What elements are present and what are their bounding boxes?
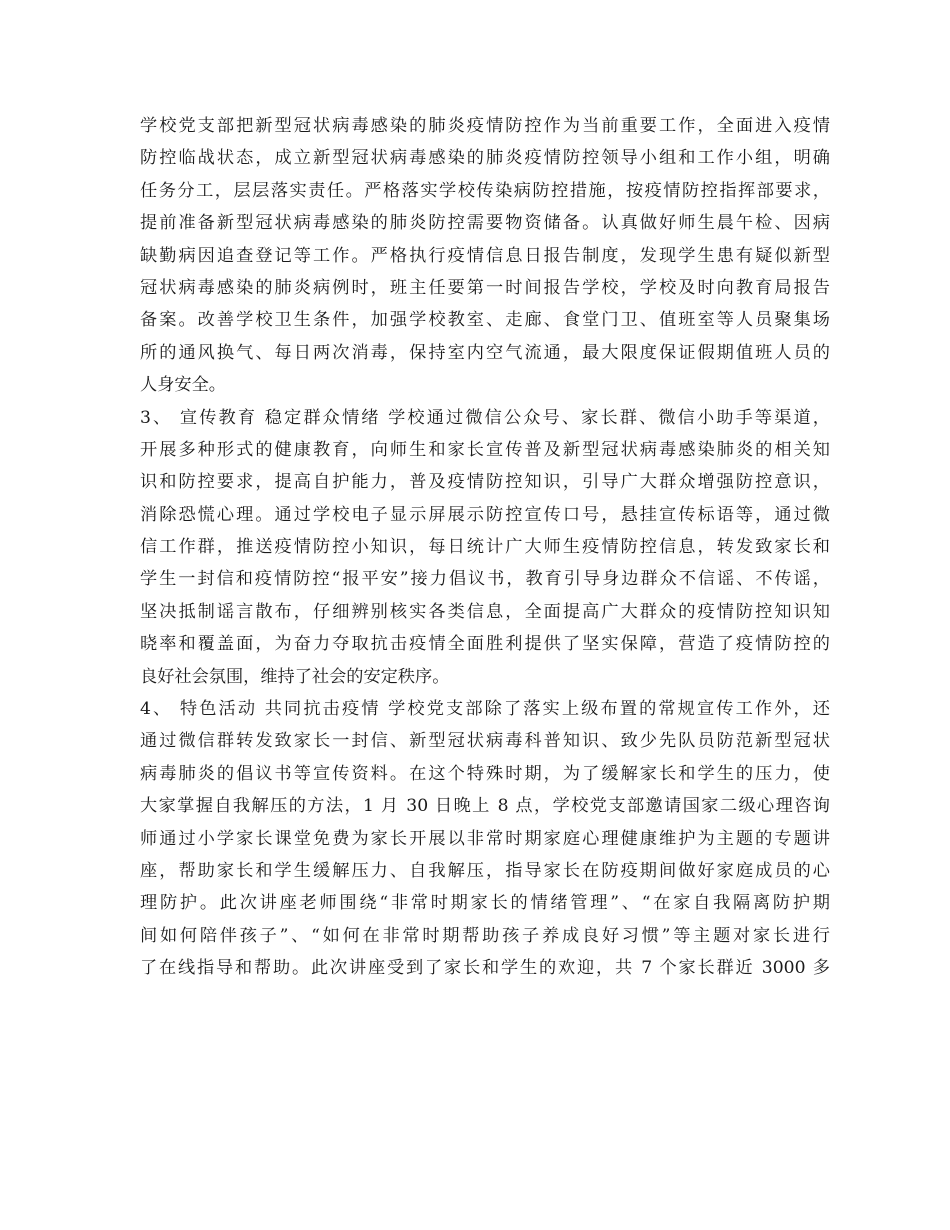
text-line: 冠状病毒感染的肺炎病例时，班主任要第一时间报告学校，学校及时向教育局报告 xyxy=(140,277,830,298)
text-line: 缺勤病因追查登记等工作。严格执行疫情信息日报告制度，发现学生患有疑似新型 xyxy=(140,245,830,266)
text-line: 师通过小学家长课堂免费为家长开展以非常时期家庭心理健康维护为主题的专题讲 xyxy=(140,828,830,849)
text-line: 开展多种形式的健康教育，向师生和家长宣传普及新型冠状病毒感染肺炎的相关知 xyxy=(140,439,830,460)
text-line: 良好社会氛围，维持了社会的安定秩序。 xyxy=(140,666,450,687)
text-line: 信工作群，推送疫情防控小知识，每日统计广大师生疫情防控信息，转发致家长和 xyxy=(140,537,830,558)
text-line: 座，帮助家长和学生缓解压力、自我解压，指导家长在防疫期间做好家庭成员的心 xyxy=(140,860,830,881)
document-body xyxy=(140,110,830,985)
text-line: 理防护。此次讲座老师围绕“非常时期家长的情绪管理”、“在家自我隔离防护期 xyxy=(140,893,830,914)
text-line: 所的通风换气、每日两次消毒，保持室内空气流通，最大限度保证假期值班人员的 xyxy=(140,342,830,363)
section-heading-line: 4、 特色活动 共同抗击疫情 学校党支部除了落实上级布置的常规宣传工作外，还 xyxy=(140,699,830,720)
text-line: 学生一封信和疫情防控“报平安”接力倡议书，教育引导身边群众不信谣、不传谣， xyxy=(140,569,830,590)
text-line: 消除恐慌心理。通过学校电子显示屏展示防控宣传口号，悬挂宣传标语等，通过微 xyxy=(140,504,830,525)
text-line: 病毒肺炎的倡议书等宣传资料。在这个特殊时期，为了缓解家长和学生的压力，使 xyxy=(140,763,830,784)
text-line: 晓率和覆盖面，为奋力夺取抗击疫情全面胜利提供了坚实保障，营造了疫情防控的 xyxy=(140,634,830,655)
text-line: 提前准备新型冠状病毒感染的肺炎防控需要物资储备。认真做好师生晨午检、因病 xyxy=(140,213,830,234)
text-line: 坚决抵制谣言散布，仔细辨别核实各类信息，全面提高广大群众的疫情防控知识知 xyxy=(140,601,830,622)
text-line: 人身安全。 xyxy=(140,375,226,396)
text-line: 通过微信群转发致家长一封信、新型冠状病毒科普知识、致少先队员防范新型冠状 xyxy=(140,731,830,752)
text-line: 备案。改善学校卫生条件，加强学校教室、走廊、食堂门卫、值班室等人员聚集场 xyxy=(140,310,830,331)
text-line: 任务分工，层层落实责任。严格落实学校传染病防控措施，按疫情防控指挥部要求， xyxy=(140,180,830,201)
text-line: 防控临战状态，成立新型冠状病毒感染的肺炎疫情防控领导小组和工作小组，明确 xyxy=(140,148,830,169)
text-line: 大家掌握自我解压的方法，1 月 30 日晚上 8 点，学校党支部邀请国家二级心理咨询 xyxy=(140,796,830,817)
section-heading-line: 3、 宣传教育 稳定群众情绪 学校通过微信公众号、家长群、微信小助手等渠道， xyxy=(140,407,830,428)
text-line: 学校党支部把新型冠状病毒感染的肺炎疫情防控作为当前重要工作，全面进入疫情 xyxy=(140,116,830,136)
text-line: 了在线指导和帮助。此次讲座受到了家长和学生的欢迎，共 7 个家长群近 3000 多 xyxy=(140,958,830,979)
text-line: 识和防控要求，提高自护能力，普及疫情防控知识，引导广大群众增强防控意识， xyxy=(140,472,830,493)
text-line: 间如何陪伴孩子”、“如何在非常时期帮助孩子养成良好习惯”等主题对家长进行 xyxy=(140,925,830,946)
